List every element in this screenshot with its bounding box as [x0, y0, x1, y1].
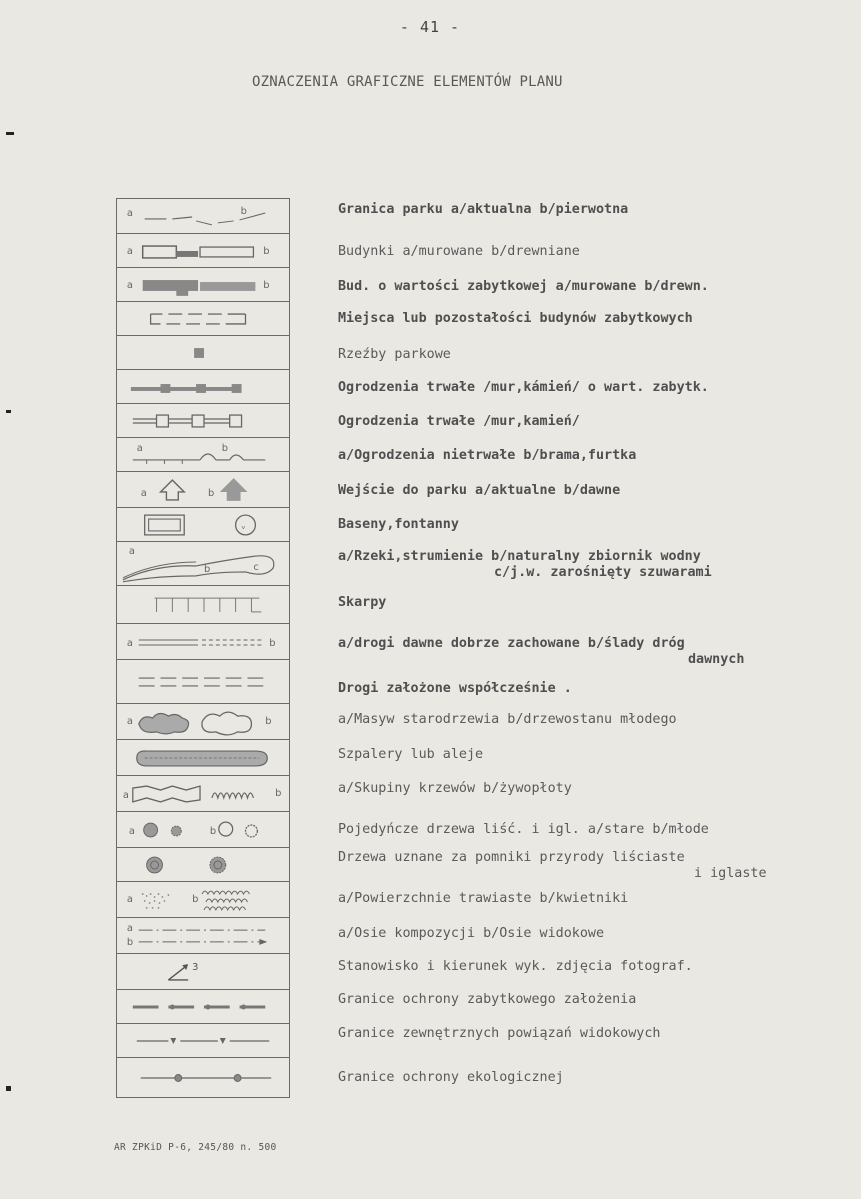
svg-text:a: a [122, 789, 129, 801]
legend-text-alleys: Szpalery lub aleje [338, 747, 484, 762]
footer-print-note: AR ZPKiD P-6, 245/80 n. 500 [114, 1142, 277, 1153]
symbol-park-sculptures [117, 335, 289, 370]
legend-text-park-boundary: Granica parku a/aktualna b/pierwotna [338, 202, 629, 217]
symbol-park-entrance [117, 471, 289, 508]
symbol-scarps [117, 585, 289, 624]
svg-text:a: a [126, 923, 133, 935]
legend-text-modern-roads: Drogi założone współcześnie . [338, 681, 572, 696]
symbol-label-a: a [126, 208, 133, 219]
legend-text-buildings: Budynki a/murowane b/drewniane [338, 244, 580, 259]
binder-mark [6, 410, 11, 413]
svg-text:a: a [136, 443, 143, 455]
svg-text:a: a [128, 546, 135, 558]
svg-text:b: b [265, 715, 272, 727]
symbol-ecological-boundary [117, 1057, 289, 1098]
symbol-axes [117, 917, 289, 954]
svg-text:b: b [263, 245, 270, 257]
legend-text-photo-position: Stanowisko i kierunek wyk. zdjęcia fotograf. [338, 959, 693, 974]
svg-text:b: b [263, 279, 270, 291]
svg-text:b: b [269, 637, 276, 649]
legend-text-lawns: a/Powierzchnie trawiaste b/kwietniki [338, 891, 629, 906]
legend-text-heritage-protection: Granice ochrony zabytkowego założenia [338, 992, 637, 1007]
symbol-pools-fountains [117, 507, 289, 542]
symbol-buildings [117, 233, 289, 268]
legend-text-tree-stands: a/Masyw starodrzewia b/drzewostanu młodego [338, 712, 677, 727]
symbol-photo-position [117, 953, 289, 990]
svg-text:a: a [128, 825, 135, 837]
legend-text-single-trees: Pojedyńcze drzewa liść. i igl. a/stare b/młode [338, 822, 709, 837]
symbol-modern-roads [117, 659, 289, 704]
legend-text-ecological: Granice ochrony ekologicznej [338, 1070, 564, 1085]
legend-symbol-table [116, 198, 290, 1098]
symbol-monument-trees [117, 847, 289, 882]
symbol-rivers [117, 541, 289, 586]
svg-text:b: b [275, 787, 282, 799]
legend-text-pools-fountains: Baseny,fontanny [338, 517, 459, 532]
svg-text:b: b [209, 825, 217, 837]
symbol-single-trees [117, 811, 289, 848]
svg-text:ᵥ: ᵥ [241, 520, 246, 532]
svg-text:a: a [126, 279, 133, 291]
symbol-lawns-flowerbeds [117, 881, 289, 918]
svg-text:b: b [221, 443, 229, 455]
svg-text:b: b [203, 563, 211, 575]
symbol-label-b: b [240, 206, 247, 218]
legend-text-park-entrance: Wejście do parku a/aktualne b/dawne [338, 483, 621, 498]
legend-text-shrubs: a/Skupiny krzewów b/żywopłoty [338, 781, 572, 796]
symbol-alleys [117, 739, 289, 776]
legend-text-scarps: Skarpy [338, 595, 387, 610]
symbol-park-boundary [117, 199, 289, 233]
page-title: OZNACZENIA GRAFICZNE ELEMENTÓW PLANU [252, 74, 563, 90]
svg-text:b: b [207, 487, 215, 499]
svg-text:a: a [126, 245, 133, 257]
legend-text-rivers: a/Rzeki,strumienie b/naturalny zbiornik wodny c/j.w. zarośnięty szuwarami [338, 549, 712, 580]
symbol-old-roads [117, 623, 289, 660]
svg-text:a: a [126, 637, 133, 649]
legend-text-axes: a/Osie kompozycji b/Osie widokowe [338, 926, 605, 941]
symbol-permanent-fence [117, 403, 289, 438]
legend-text-park-sculptures: Rzeźby parkowe [338, 347, 451, 362]
legend-text-historic-buildings: Bud. o wartości zabytkowej a/murowane b/drewn. [338, 279, 709, 294]
legend-text-historic-fence: Ogrodzenia trwałe /mur,kámień/ o wart. zabytk. [338, 380, 709, 395]
symbol-historic-buildings [117, 267, 289, 302]
symbol-old-tree-stand [117, 703, 289, 740]
page-number: - 41 - [399, 18, 461, 36]
svg-text:3: 3 [192, 962, 199, 974]
symbol-building-remains [117, 301, 289, 336]
legend-text-building-remains: Miejsca lub pozostałości budynów zabytkowych [338, 311, 693, 326]
symbol-temporary-fence [117, 437, 289, 472]
legend-text-temporary-fence: a/Ogrodzenia nietrwałe b/brama,furtka [338, 448, 637, 463]
svg-text:c: c [253, 561, 259, 573]
symbol-historic-fence [117, 369, 289, 404]
legend-text-view-links: Granice zewnętrznych powiązań widokowych [338, 1026, 661, 1041]
legend-text-old-roads: a/drogi dawne dobrze zachowane b/ślady dróg dawnych [338, 636, 745, 667]
svg-text:b: b [126, 936, 134, 948]
symbol-shrubs [117, 775, 289, 812]
symbol-heritage-protection-boundary [117, 989, 289, 1024]
legend-text-permanent-fence: Ogrodzenia trwałe /mur,kamień/ [338, 414, 580, 429]
svg-text:a: a [126, 715, 133, 727]
symbol-view-links-boundary [117, 1023, 289, 1058]
svg-text:b: b [192, 893, 199, 905]
legend-text-monument-trees: Drzewa uznane za pomniki przyrody liściaste i iglaste [338, 850, 767, 881]
svg-text:a: a [140, 487, 147, 499]
svg-text:a: a [126, 893, 133, 905]
binder-mark [6, 1086, 11, 1091]
binder-mark [6, 132, 14, 135]
